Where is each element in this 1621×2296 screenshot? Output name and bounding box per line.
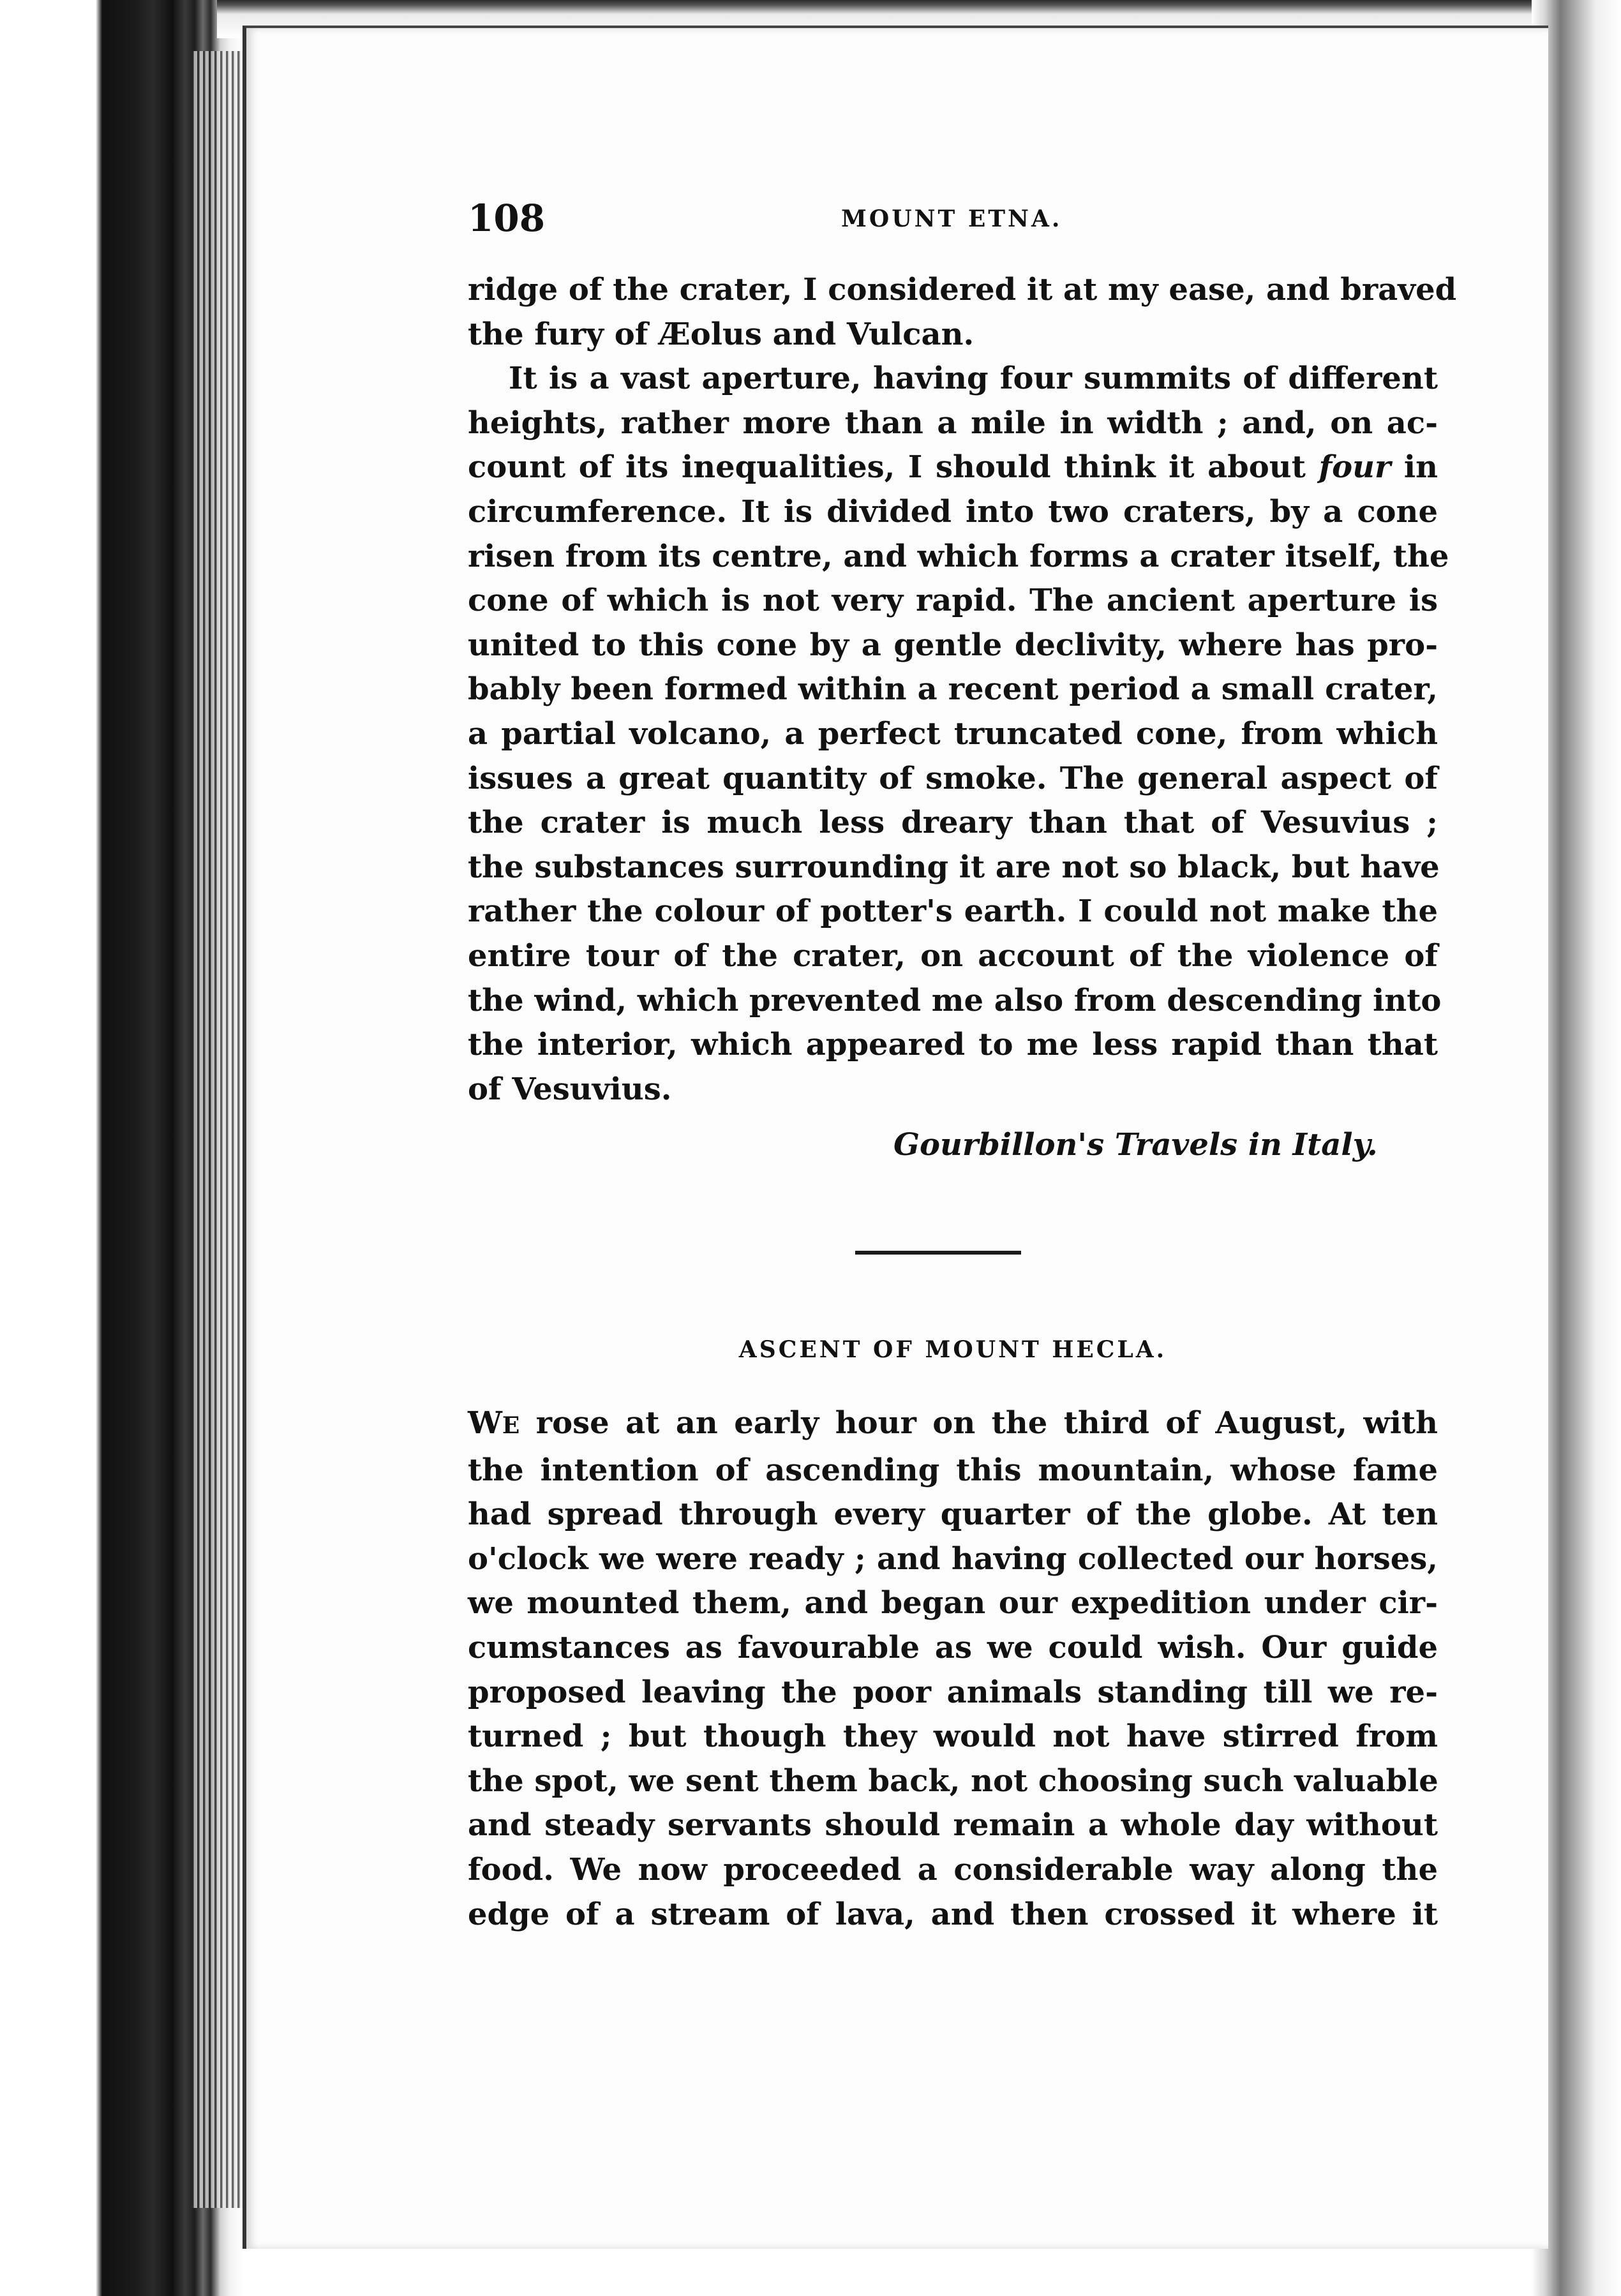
drop-word-initial: W [468, 1405, 502, 1441]
text-line: the crater is much less dreary than that of Vesuvius ; [468, 805, 1438, 841]
hecla-paragraph [468, 1401, 1438, 1937]
text-line: entire tour of the crater, on account of the violence of [468, 937, 1438, 974]
text-segment: count of its inequalities, I should think it about [468, 449, 1319, 486]
section-divider [855, 1251, 1021, 1255]
drop-word-rest: E [502, 1412, 520, 1439]
text-line: risen from its centre, and which forms a crater itself, the [468, 538, 1449, 574]
text-line: the wind, which prevented me also from descending into [468, 982, 1442, 1018]
text-line: proposed leaving the poor animals standing till we re- [468, 1674, 1438, 1710]
text-line-with-italic [468, 445, 1438, 490]
text-line: had spread through every quarter of the globe. At ten [468, 1496, 1438, 1533]
text-line: issues a great quantity of smoke. The general aspect of [468, 760, 1438, 796]
etna-paragraphs [468, 268, 1457, 1112]
text-line: a partial volcano, a perfect truncated cone, from which [468, 715, 1438, 752]
text-line: united to this cone by a gentle declivity, where has pro- [468, 627, 1438, 663]
text-line: bably been formed within a recent period a small crater, [468, 671, 1438, 708]
text-line: the intention of ascending this mountain, whose fame [468, 1452, 1438, 1488]
text-line: of Vesuvius. [468, 1071, 672, 1107]
text-line: we mounted them, and began our expedition under cir- [468, 1585, 1438, 1621]
text-line: circumference. It is divided into two craters, by a cone [468, 493, 1438, 530]
running-title: MOUNT ETNA. [841, 205, 1063, 232]
text-line: heights, rather more than a mile in width ; and, on ac- [468, 405, 1438, 441]
text-line: the interior, which appeared to me less rapid than that [468, 1027, 1438, 1063]
text-line: o'clock we were ready ; and having collected our horses, [468, 1540, 1438, 1577]
text-line: rather the colour of potter's earth. I could not make the [468, 893, 1438, 930]
page-number: 108 [468, 197, 546, 240]
text-line: and steady servants should remain a whole day without [468, 1807, 1438, 1844]
text-line: the spot, we sent them back, not choosing such valuable [468, 1763, 1438, 1799]
text-line: ridge of the crater, I considered it at my ease, and braved [468, 272, 1457, 308]
italic-word: four [1318, 449, 1391, 486]
text-line: the substances surrounding it are not so black, but have [468, 849, 1440, 885]
section-heading: ASCENT OF MOUNT HECLA. [738, 1336, 1167, 1363]
text-line: cumstances as favourable as we could wish. Our guide [468, 1629, 1438, 1666]
text-line: edge of a stream of lava, and then crossed it where it [468, 1896, 1438, 1932]
text-line-first [468, 1401, 1438, 1449]
text-segment: in [1391, 449, 1438, 486]
text-line: the fury of Æolus and Vulcan. [468, 316, 975, 352]
text-line: cone of which is not very rapid. The ancient aperture is [468, 583, 1438, 619]
page-edges [191, 51, 243, 2208]
page-header [468, 197, 1438, 241]
text-line: It is a vast aperture, having four summits of different [509, 361, 1438, 397]
text-line: turned ; but though they would not have stirred from [468, 1718, 1438, 1755]
attribution: Gourbillon's Travels in Italy. [893, 1127, 1378, 1163]
text-segment: rose at an early hour on the third of August, with [519, 1405, 1438, 1441]
text-line: food. We now proceeded a considerable way along the [468, 1851, 1438, 1888]
